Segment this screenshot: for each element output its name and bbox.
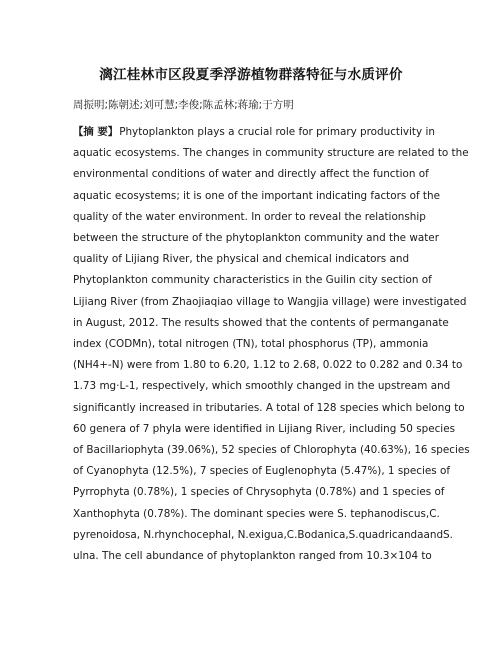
abstract-line: 60 genera of 7 phyla were identified in Lijiang River, including 50 species [73,422,455,435]
author-list: 周振明;陈朝述;刘可慧;李俊;陈孟林;蒋瑜;于方明 [73,99,294,111]
abstract-line: 【摘 要】Phytoplankton plays a crucial role for primary productivity in [73,126,435,138]
abstract-line: Phytoplankton community characteristics in the Guilin city section of [73,274,432,287]
abstract-body [73,122,470,567]
abstract-line: quality of the water environment. In order to reveal the relationship [73,210,426,223]
abstract-line: Xanthophyta (0.78%). The dominant species were S. tephanodiscus,C. [73,507,440,520]
abstract-label: 【摘 要】 [73,126,119,138]
abstract-line: Pyrrophyta (0.78%), 1 species of Chrysophyta (0.78%) and 1 species of [73,486,445,499]
abstract-line: 1.73 mg·L-1, respectively, which smoothly changed in the upstream and [73,380,451,393]
abstract-line: index (CODMn), total nitrogen (TN), total phosphorus (TP), ammonia [73,338,429,351]
abstract-line: Lijiang River (from Zhaojiaqiao village to Wangjia village) were investigated [73,295,467,308]
abstract-line: of Bacillariophyta (39.06%), 52 species of Chlorophyta (40.63%), 16 species [73,444,470,457]
abstract-line: of Cyanophyta (12.5%), 7 species of Euglenophyta (5.47%), 1 species of [73,465,450,478]
abstract-line: (NH4+-N) were from 1.80 to 6.20, 1.12 to 2.68, 0.022 to 0.282 and 0.34 to [73,359,463,372]
abstract-line: quality of Lijiang River, the physical and chemical indicators and [73,253,410,266]
abstract-line: in August, 2012. The results showed that the contents of permanganate [73,316,449,329]
abstract-line: aquatic ecosystems; it is one of the important indicating factors of the [73,189,440,202]
abstract-line: ulna. The cell abundance of phytoplankton ranged from 10.3×104 to [73,550,432,563]
abstract-line: environmental conditions of water and directly affect the function of [73,168,429,181]
abstract-line: between the structure of the phytoplankton community and the water [73,232,439,245]
abstract-line: pyrenoidosa, N.rhynchocephal, N.exigua,C.Bodanica,S.quadricandaandS. [73,528,453,541]
abstract-line: aquatic ecosystems. The changes in community structure are related to the [73,147,469,160]
document-title: 漓江桂林市区段夏季浮游植物群落特征与水质评价 [99,67,403,83]
abstract-line: significantly increased in tributaries. A total of 128 species which belong to [73,401,465,414]
